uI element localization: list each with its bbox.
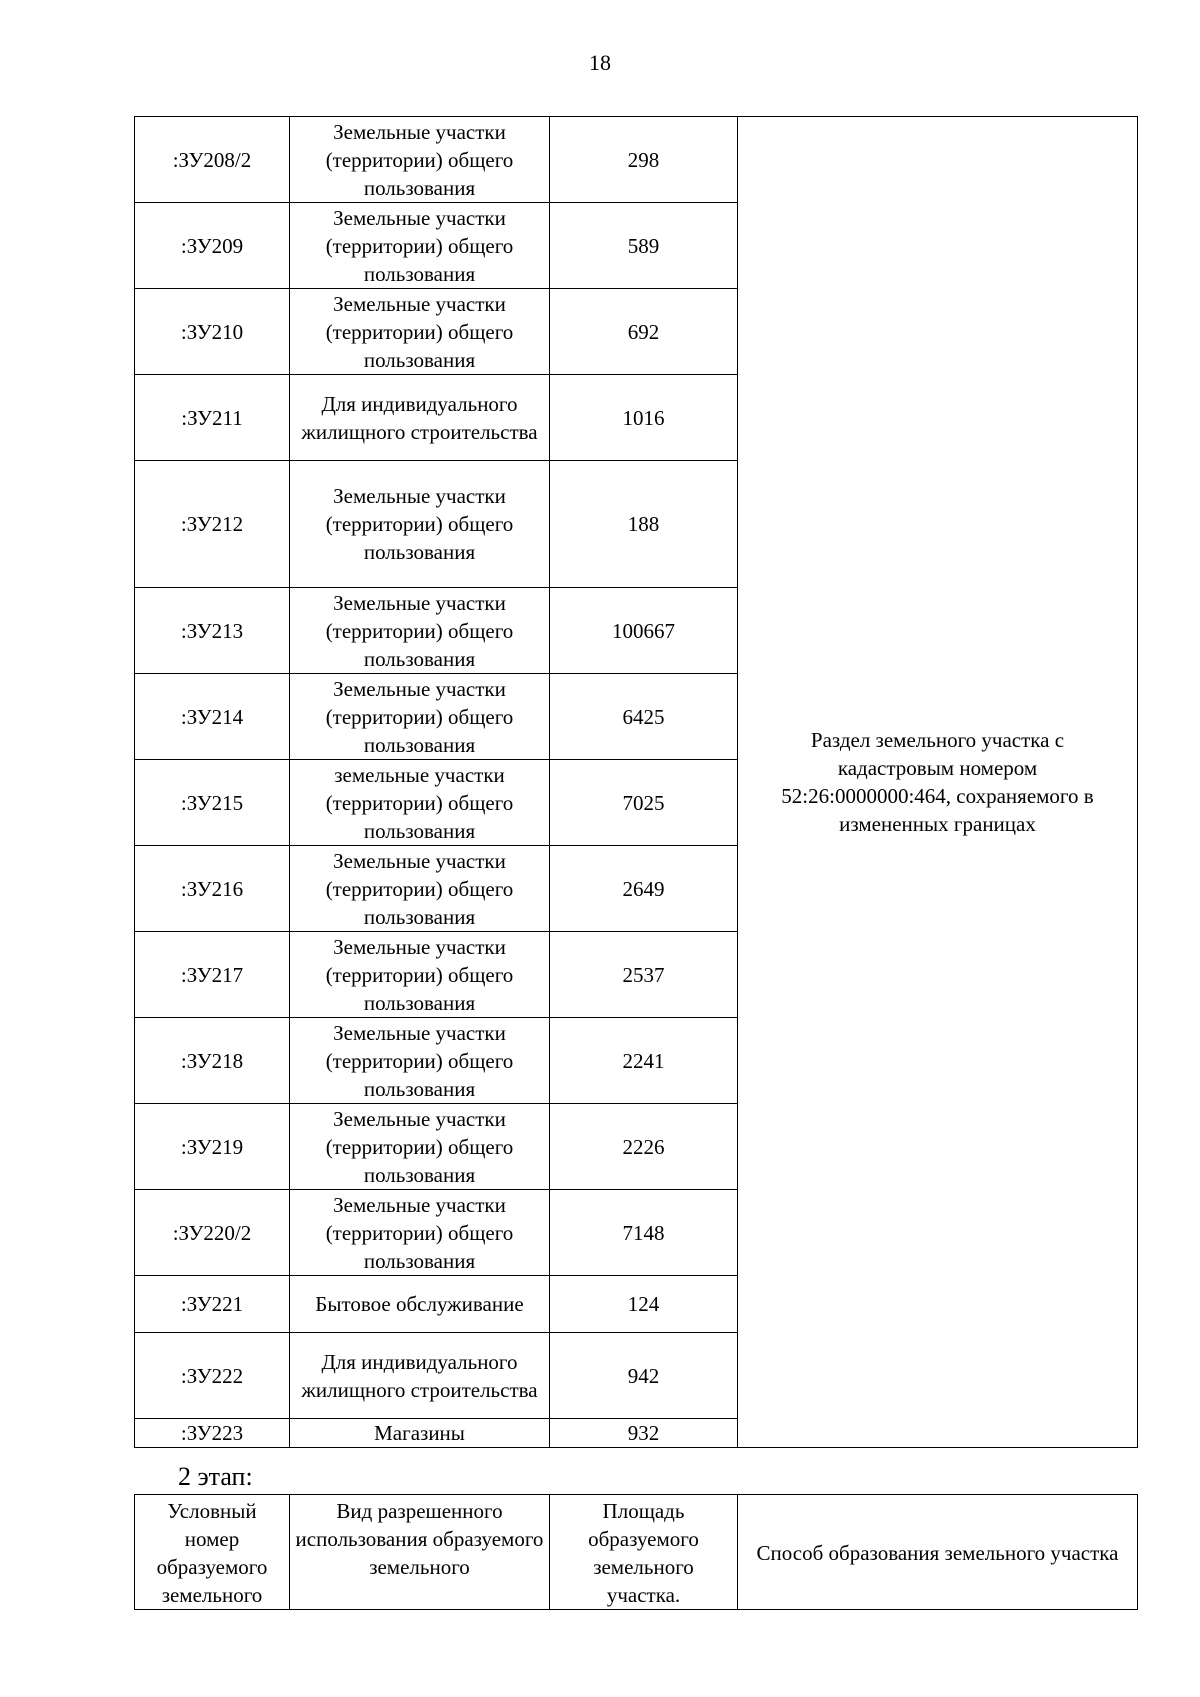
permitted-use: Земельные участки (территории) общего пользования: [290, 203, 550, 289]
plot-code: :ЗУ209: [135, 203, 290, 289]
page-number: 18: [589, 50, 611, 75]
permitted-use: Земельные участки (территории) общего пользования: [290, 117, 550, 203]
stage-2-table: [134, 1494, 1138, 1610]
plot-code: :ЗУ221: [135, 1276, 290, 1333]
permitted-use: Земельные участки (территории) общего пользования: [290, 932, 550, 1018]
permitted-use: Земельные участки (территории) общего пользования: [290, 461, 550, 588]
plot-code: :ЗУ210: [135, 289, 290, 375]
permitted-use: Бытовое обслуживание: [290, 1276, 550, 1333]
plot-code: :ЗУ217: [135, 932, 290, 1018]
plot-area: 2226: [550, 1104, 738, 1190]
permitted-use: Земельные участки (территории) общего пользования: [290, 846, 550, 932]
header-area: Площадь образуемого земельного участка.: [550, 1495, 738, 1610]
permitted-use: Земельные участки (территории) общего пользования: [290, 1104, 550, 1190]
plot-code: :ЗУ223: [135, 1419, 290, 1448]
permitted-use: Земельные участки (территории) общего пользования: [290, 1018, 550, 1104]
stage-2-label: 2 этап:: [178, 1462, 253, 1491]
plot-code: :ЗУ220/2: [135, 1190, 290, 1276]
plot-area: 188: [550, 461, 738, 588]
plot-area: 100667: [550, 588, 738, 674]
plot-area: 942: [550, 1333, 738, 1419]
plot-area: 7025: [550, 760, 738, 846]
plot-code: :ЗУ211: [135, 375, 290, 461]
permitted-use: Земельные участки (территории) общего пользования: [290, 1190, 550, 1276]
permitted-use: земельные участки (территории) общего пользования: [290, 760, 550, 846]
stage-2-header-row: [135, 1495, 1138, 1610]
permitted-use: Для индивидуального жилищного строительства: [290, 1333, 550, 1419]
plot-area: 2537: [550, 932, 738, 1018]
plot-code: :ЗУ216: [135, 846, 290, 932]
plot-area: 6425: [550, 674, 738, 760]
plot-code: :ЗУ219: [135, 1104, 290, 1190]
permitted-use: Для индивидуального жилищного строительства: [290, 375, 550, 461]
plot-area: 1016: [550, 375, 738, 461]
plot-area: 692: [550, 289, 738, 375]
plot-code: :ЗУ208/2: [135, 117, 290, 203]
header-use: Вид разрешенного использования образуемого земельного: [290, 1495, 550, 1610]
plot-code: :ЗУ213: [135, 588, 290, 674]
header-code: Условный номер образуемого земельного: [135, 1495, 290, 1610]
plot-area: 298: [550, 117, 738, 203]
plot-area: 932: [550, 1419, 738, 1448]
permitted-use: Земельные участки (территории) общего пользования: [290, 289, 550, 375]
formation-method: Раздел земельного участка с кадастровым номером 52:26:0000000:464, сохраняемого в измененных границах: [738, 117, 1138, 1448]
permitted-use: Земельные участки (территории) общего пользования: [290, 588, 550, 674]
header-method: Способ образования земельного участка: [738, 1495, 1138, 1610]
plot-area: 2241: [550, 1018, 738, 1104]
plot-code: :ЗУ215: [135, 760, 290, 846]
plot-area: 589: [550, 203, 738, 289]
permitted-use: Магазины: [290, 1419, 550, 1448]
permitted-use: Земельные участки (территории) общего пользования: [290, 674, 550, 760]
plot-code: :ЗУ222: [135, 1333, 290, 1419]
plot-area: 7148: [550, 1190, 738, 1276]
plot-code: :ЗУ214: [135, 674, 290, 760]
land-plots-table: [134, 116, 1138, 1448]
plot-code: :ЗУ212: [135, 461, 290, 588]
plot-area: 124: [550, 1276, 738, 1333]
plot-area: 2649: [550, 846, 738, 932]
table-row: [135, 117, 1138, 203]
plot-code: :ЗУ218: [135, 1018, 290, 1104]
